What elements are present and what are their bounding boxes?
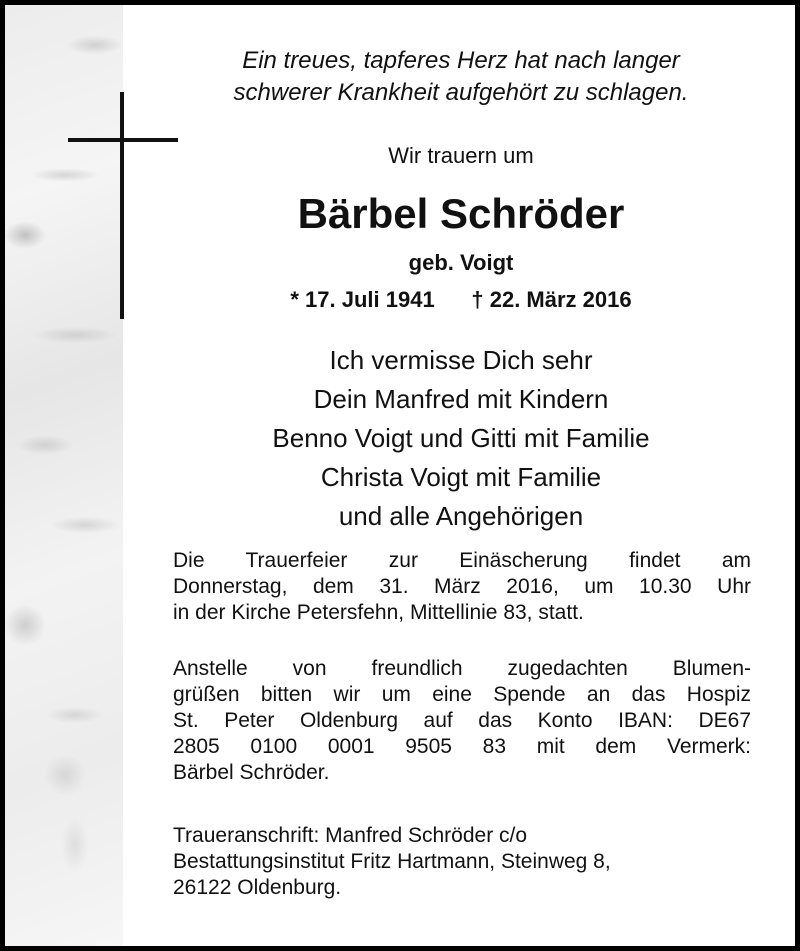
paragraph-line: in der Kirche Petersfehn, Mittellinie 83, statt. [173, 601, 584, 624]
deceased-name: Bärbel Schröder [297, 190, 625, 237]
motto-line: Ein treues, tapferes Herz hat nach langer [242, 47, 680, 74]
mourner-line: und alle Angehörigen [338, 501, 584, 531]
mourner-line: Benno Voigt und Gitti mit Familie [272, 423, 650, 453]
motto-line: schwerer Krankheit aufgehört zu schlagen. [233, 79, 689, 106]
paragraph-line: 26122 Oldenburg. [173, 876, 342, 899]
mourner-line: Dein Manfred mit Kindern [313, 384, 609, 414]
cross-vertical-beam [120, 92, 124, 319]
mourner-line: Christa Voigt mit Familie [320, 462, 602, 492]
paragraph-line: Anstelle von freundlich zugedachten Blumen- [173, 657, 751, 680]
birth-date: * 17. Juli 1941 [290, 287, 435, 312]
paragraph-line: Traueranschrift: Manfred Schröder c/o [173, 824, 528, 847]
death-date: † 22. März 2016 [471, 287, 632, 312]
donation-paragraph [173, 656, 751, 786]
marble-side-panel [5, 5, 123, 946]
maiden-name: geb. Voigt [408, 250, 514, 275]
paragraph-line: Die Trauerfeier zur Einäscherung findet am [173, 549, 751, 572]
paragraph-line: Bestattungsinstitut Fritz Hartmann, Steinweg 8, [173, 850, 611, 873]
motto [170, 45, 752, 109]
life-dates [170, 286, 752, 314]
mourning-address-paragraph [173, 823, 751, 901]
paragraph-line: Donnerstag, dem 31. März 2016, um 10.30 Uhr [173, 575, 751, 598]
cross-horizontal-beam [68, 138, 178, 142]
paragraph-line: 2805 0100 0001 9505 83 mit dem Vermerk: [173, 735, 751, 758]
paragraph-line: grüßen bitten wir um eine Spende an das Hospiz [173, 683, 751, 706]
mourner-line: Ich vermisse Dich sehr [329, 345, 593, 375]
funeral-service-paragraph [173, 548, 751, 626]
mourners-list [170, 341, 752, 536]
paragraph-line: St. Peter Oldenburg auf das Konto IBAN: DE67 [173, 709, 751, 732]
intro-text: Wir trauern um [388, 143, 534, 168]
paragraph-line: Bärbel Schröder. [173, 761, 330, 784]
obituary-notice [5, 5, 795, 946]
